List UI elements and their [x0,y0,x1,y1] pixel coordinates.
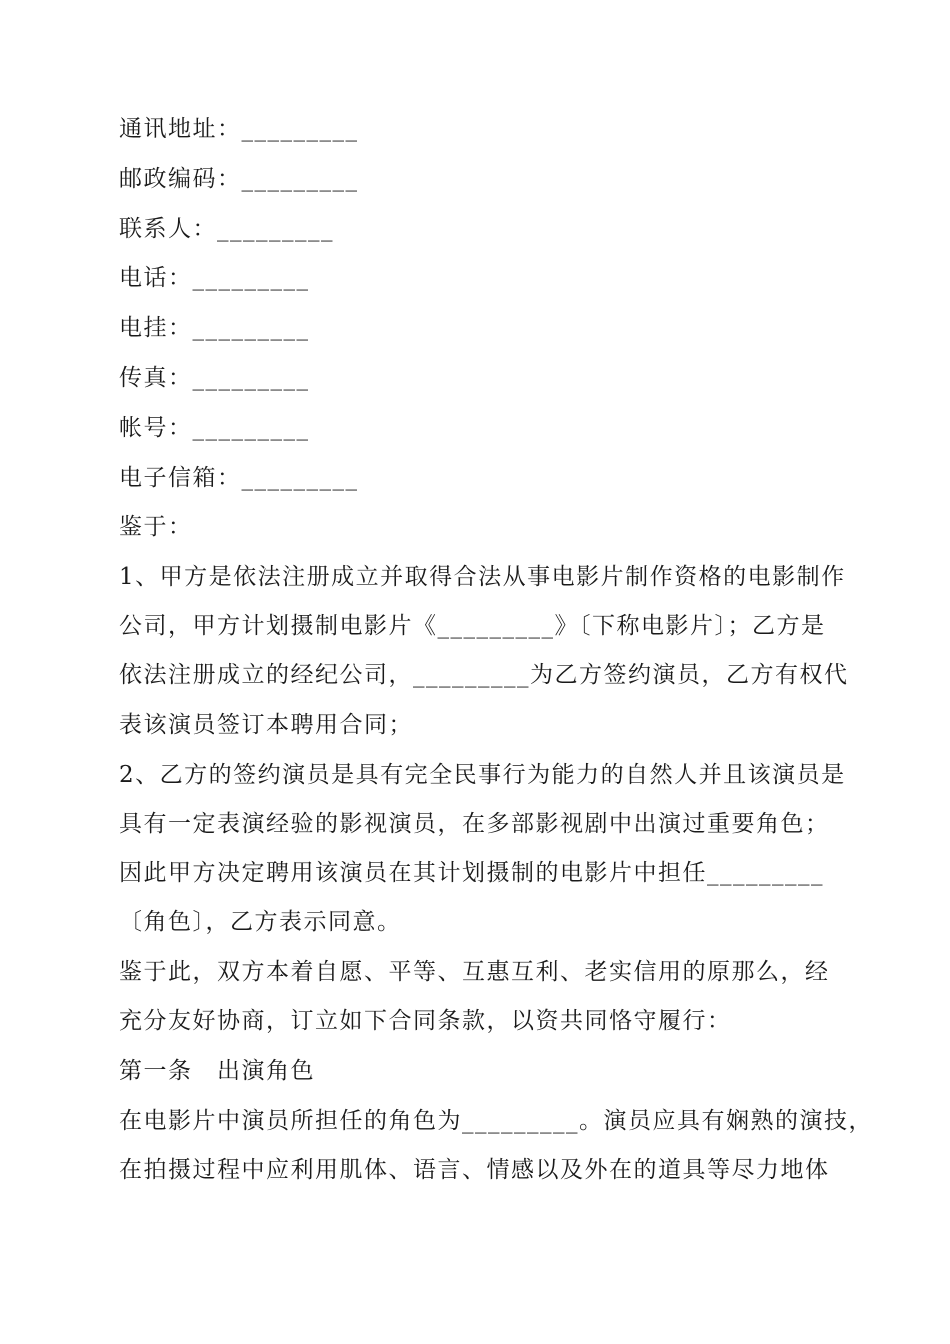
field-account: 帐号：_________ [119,415,310,441]
paragraph-line: 〔角色〕，乙方表示同意。 [119,909,402,935]
paragraph-line: 公司，甲方计划摄制电影片《_________》〔下称电影片〕；乙方是 [119,613,826,639]
field-postal-code: 邮政编码：_________ [119,166,359,192]
paragraph-line: 具有一定表演经验的影视演员，在多部影视剧中出演过重要角色； [119,811,830,837]
paragraph-line: 充分友好协商，订立如下合同条款，以资共同恪守履行： [119,1008,732,1034]
field-mailing-address: 通讯地址：_________ [119,116,359,142]
paragraph-line: 2、乙方的签约演员是具有完全民事行为能力的自然人并且该演员是 [119,762,846,788]
field-fax: 传真：_________ [119,365,310,391]
field-phone: 电话：_________ [119,265,310,291]
whereas-heading: 鉴于： [119,514,193,540]
paragraph-line: 因此甲方决定聘用该演员在其计划摄制的电影片中担任_________ [119,860,824,886]
field-telegraph: 电挂：_________ [119,315,310,341]
paragraph-line: 在拍摄过程中应利用肌体、语言、情感以及外在的道具等尽力地体 [119,1157,830,1183]
field-contact-person: 联系人：_________ [119,216,334,242]
article-1-heading: 第一条 出演角色 [119,1058,315,1084]
paragraph-line: 表该演员签订本聘用合同； [119,712,413,738]
paragraph-line: 鉴于此，双方本着自愿、平等、互惠互利、老实信用的原那么，经 [119,959,830,985]
paragraph-line: 1、甲方是依法注册成立并取得合法从事电影片制作资格的电影制作 [119,564,846,590]
paragraph-line: 依法注册成立的经纪公司，_________为乙方签约演员，乙方有权代 [119,662,849,688]
field-email: 电子信箱：_________ [119,465,359,491]
paragraph-line: 在电影片中演员所担任的角色为_________。演员应具有娴熟的演技， [119,1108,873,1134]
